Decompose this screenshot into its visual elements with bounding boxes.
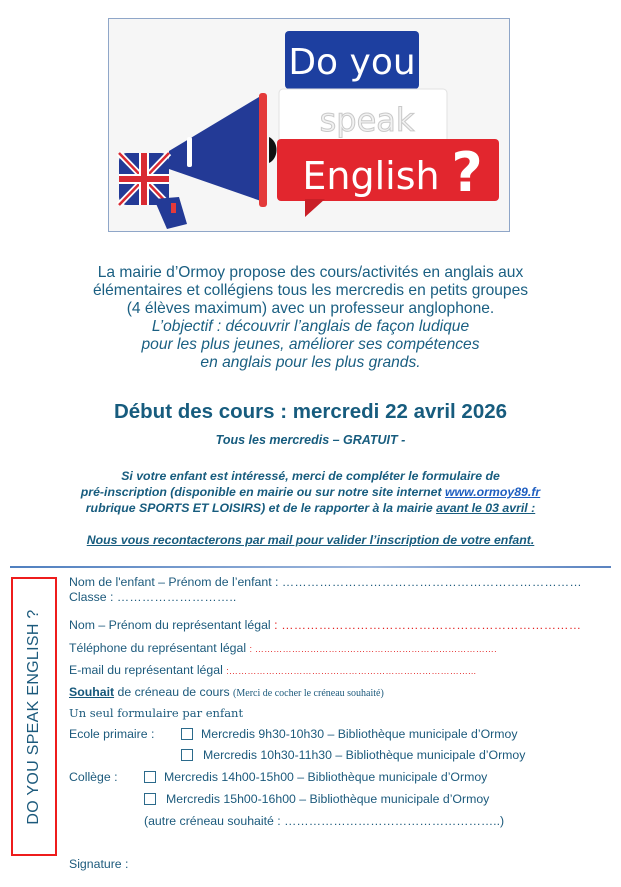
side-label-box — [11, 577, 57, 856]
slot-preference-heading: Souhait de créneau de cours (Merci de cocher le créneau souhaité) — [69, 685, 384, 699]
website-link[interactable]: www.ormoy89.fr — [444, 484, 541, 499]
primary-school-label: Ecole primaire : — [69, 727, 155, 741]
svg-text:English: English — [302, 154, 440, 198]
intro-paragraph: La mairie d’Ormoy propose des cours/activités en anglais aux élémentaires et collégiens tous les mercredis en petits groupes (4 élèves maximum) avec un professeur anglophone. L’objectif : découvrir l’anglais de façon ludique pour les plus jeunes, améliorer ses compétences en anglais pour les plus grands. — [40, 264, 581, 372]
child-name-field[interactable]: Nom de l'enfant – Prénom de l’enfant : ……………………………………………………………… — [69, 575, 582, 589]
question-mark-icon: ? — [451, 141, 483, 204]
checkbox-college-slot-2[interactable] — [144, 793, 156, 805]
other-slot-field[interactable]: (autre créneau souhaité : ……………………………………………..) — [144, 814, 505, 828]
section-divider — [10, 566, 611, 568]
objective-text: L’objectif : découvrir l’anglais de façon ludique — [151, 318, 470, 335]
checkbox-primary-slot-2[interactable] — [181, 749, 193, 761]
primary-slot-2[interactable]: Mercredis 10h30-11h30 – Bibliothèque municipale d’Ormoy — [181, 748, 525, 762]
svg-text:Do you: Do you — [288, 42, 416, 83]
subtitle: Tous les mercredis – GRATUIT - — [215, 433, 406, 447]
svg-text:speak: speak — [319, 101, 415, 139]
guardian-name-field[interactable]: Nom – Prénom du représentant légal : ……………………………………………………………… — [69, 618, 582, 632]
one-form-note: Un seul formulaire par enfant — [69, 706, 244, 720]
registration-info: Si votre enfant est intéressé, merci de compléter le formulaire de pré-inscription (disponible en mairie ou sur notre site internet www.ormoy89.fr rubrique SPORTS ET LOISIRS) et de le rapporter à la mairie avant le 03 avril : — [80, 469, 541, 515]
college-label: Collège : — [69, 770, 118, 784]
side-label: DO YOU SPEAK ENGLISH ? — [25, 608, 42, 825]
deadline-text: avant le 03 avril : — [436, 500, 536, 515]
page-title: Début des cours : mercredi 22 avril 2026 — [113, 400, 508, 423]
recontact-notice: Nous vous recontacterons par mail pour valider l’inscription de votre enfant. — [86, 533, 535, 547]
megaphone-illustration — [109, 19, 510, 232]
guardian-email-field[interactable]: E-mail du représentant légal :……………………………………………………………………... — [69, 663, 477, 677]
guardian-phone-field[interactable]: Téléphone du représentant légal : ……………………………………………………………………. — [69, 641, 497, 655]
speech-bubble-speak — [279, 89, 447, 145]
checkbox-primary-slot-1[interactable] — [181, 728, 193, 740]
signature-label: Signature : — [69, 857, 129, 871]
banner-image — [108, 18, 510, 232]
checkbox-college-slot-1[interactable] — [144, 771, 156, 783]
college-slot-2[interactable]: Mercredis 15h00-16h00 – Bibliothèque municipale d’Ormoy — [144, 792, 489, 806]
class-field[interactable]: Classe : ……………………….. — [69, 590, 237, 604]
college-slot-1[interactable]: Mercredis 14h00-15h00 – Bibliothèque municipale d’Ormoy — [144, 770, 487, 784]
primary-slot-1[interactable]: Mercredis 9h30-10h30 – Bibliothèque municipale d’Ormoy — [181, 727, 517, 741]
